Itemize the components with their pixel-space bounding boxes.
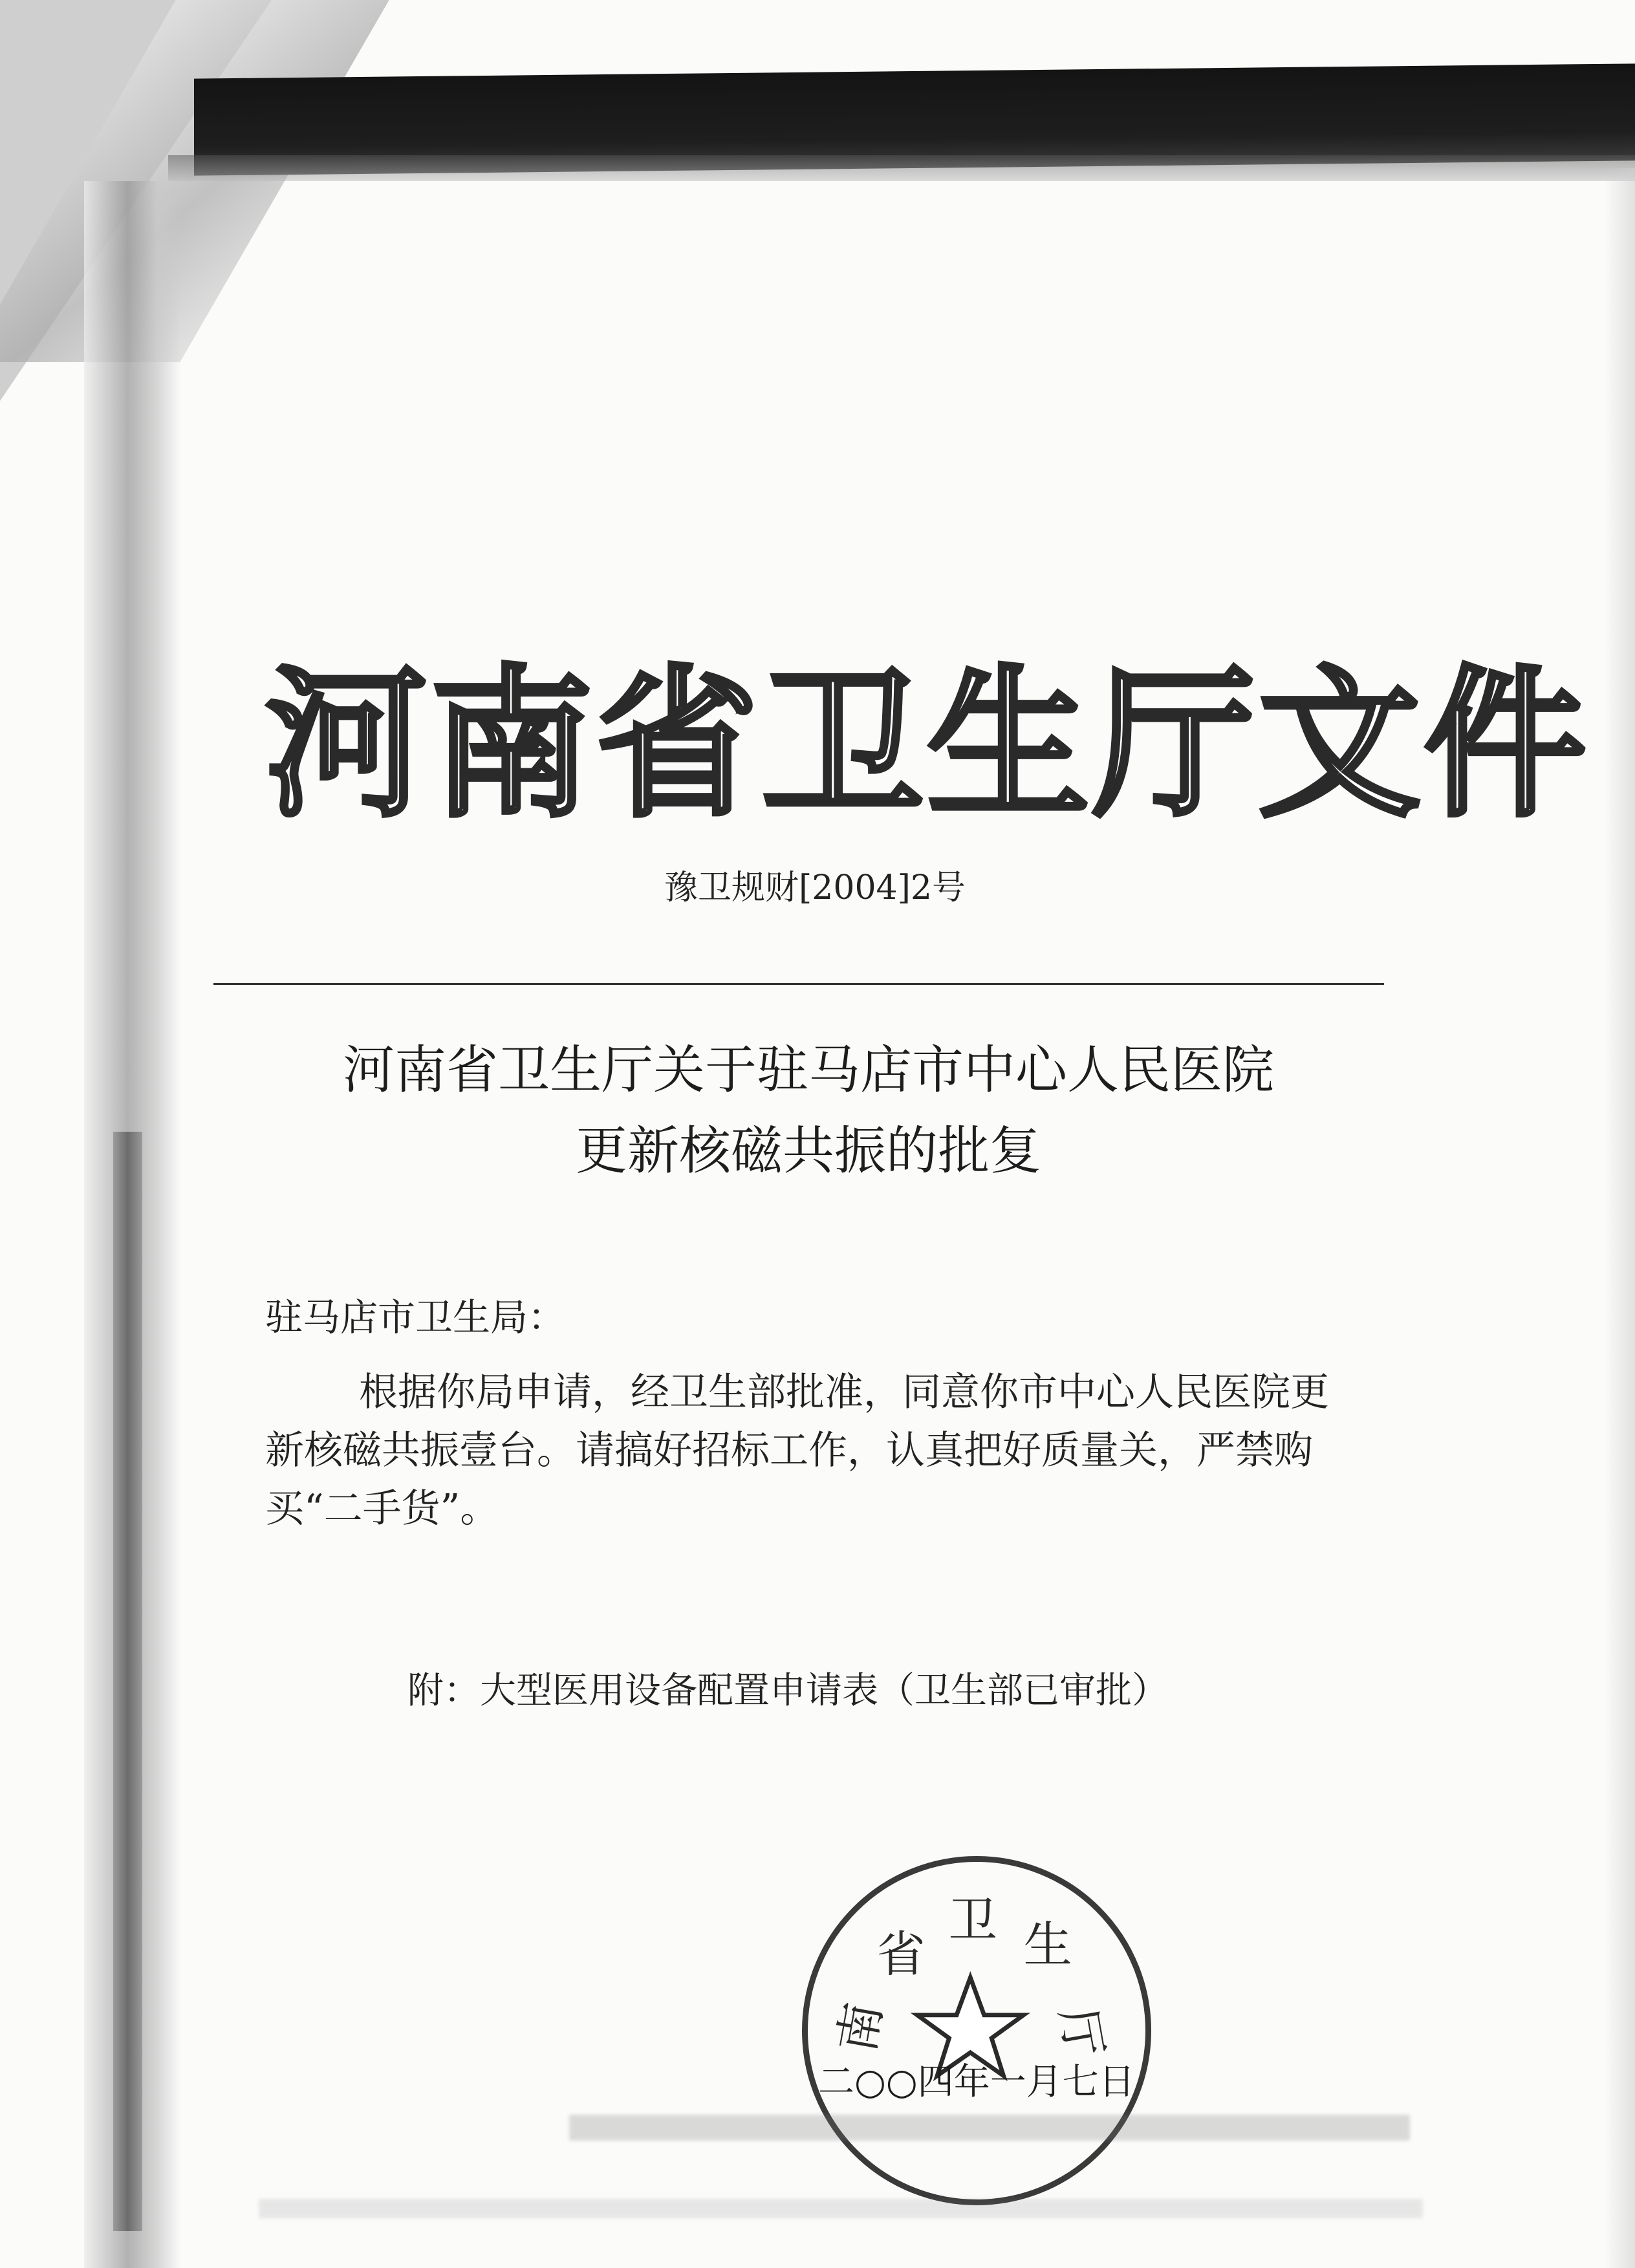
body-line-2: 新核磁共振壹台。请搞好招标工作，认真把好质量关，严禁购 xyxy=(265,1428,1313,1473)
signature-date: 二○○四年一月七日 xyxy=(818,2061,1135,2103)
scan-left-edge-dark xyxy=(113,1132,142,2231)
seal-char-1: 省 xyxy=(876,1926,926,1983)
document-title-line-2: 更新核磁共振的批复 xyxy=(576,1121,1041,1181)
footer-smudge-1 xyxy=(569,2115,1410,2141)
document-header: 河南省卫生厅文件 xyxy=(265,649,1590,839)
seal-char-3: 生 xyxy=(1023,1916,1072,1974)
footer-smudge-2 xyxy=(259,2199,1423,2218)
official-seal xyxy=(802,1856,1151,2205)
seal-char-2: 卫 xyxy=(948,1892,997,1949)
document-title-line-1: 河南省卫生厅关于驻马店市中心人民医院 xyxy=(343,1040,1274,1100)
scan-right-edge xyxy=(1604,168,1635,2268)
scan-top-band-shadow xyxy=(168,155,1635,181)
body-line-3: 买“二手货”。 xyxy=(265,1486,499,1531)
header-rule xyxy=(213,983,1384,985)
document-number: 豫卫规财[2004]2号 xyxy=(664,869,966,907)
addressee: 驻马店市卫生局： xyxy=(265,1295,566,1339)
body-line-1: 根据你局申请，经卫生部批准，同意你市中心人民医院更 xyxy=(359,1370,1329,1415)
seal-char-4: 厅 xyxy=(1049,2003,1114,2062)
seal-graphic xyxy=(808,1862,1145,2199)
seal-char-0: 南 xyxy=(828,1998,893,2057)
attachment-note: 附：大型医用设备配置申请表（卫生部已审批） xyxy=(407,1670,1168,1712)
